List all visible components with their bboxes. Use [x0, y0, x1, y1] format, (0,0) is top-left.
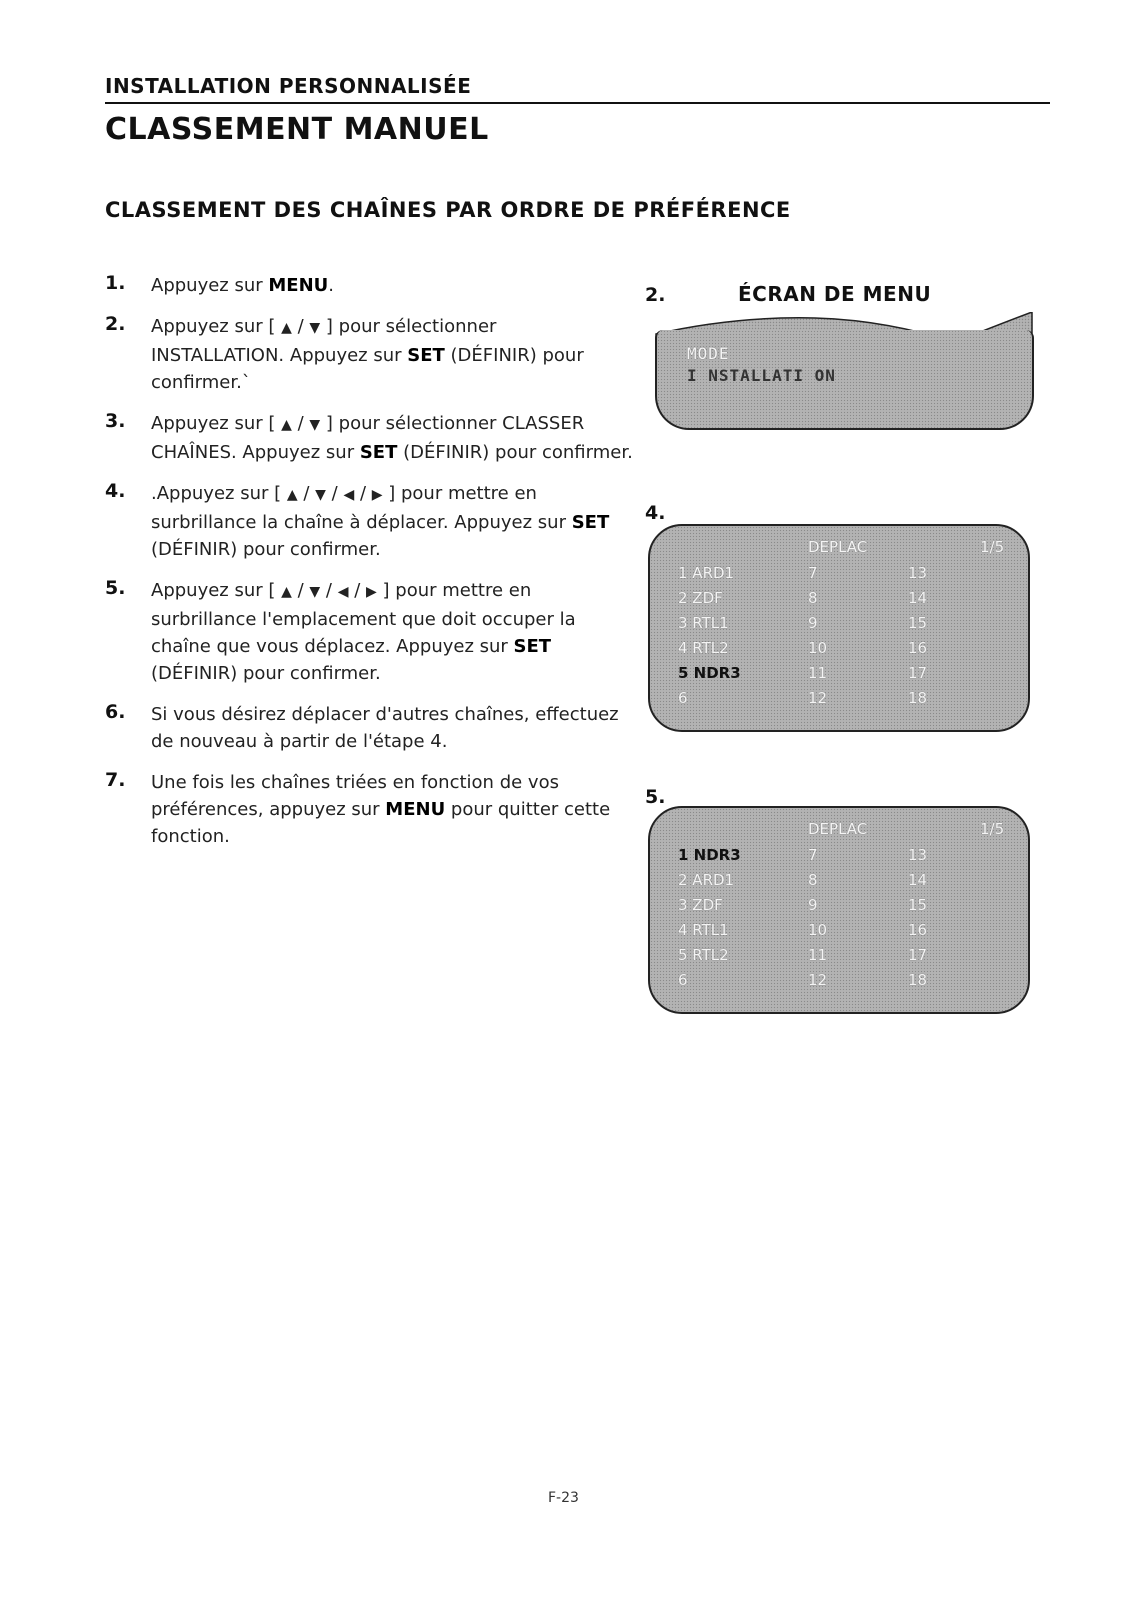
channel-slot: 7: [808, 846, 818, 864]
channel-slot: 15: [908, 614, 928, 632]
figure-label-2: 2.: [645, 284, 666, 306]
step-text-part: /: [354, 483, 372, 504]
channel-slot: 1 NDR3: [678, 846, 741, 864]
arrow-key-icon: ▲: [281, 417, 292, 433]
figure-label-5: 5.: [645, 786, 666, 808]
channel-slot: 10: [808, 639, 828, 657]
channel-slot: 14: [908, 871, 928, 889]
channel-slot: 5 RTL2: [678, 946, 729, 964]
key-name: SET: [407, 345, 445, 366]
channel-slot: 18: [908, 971, 928, 989]
deplac-screen-step4: [648, 524, 1030, 732]
channel-slot: 12: [808, 971, 828, 989]
channel-slot: 13: [908, 564, 928, 582]
arrow-key-icon: ◀: [343, 487, 355, 503]
channel-slot: 9: [808, 896, 818, 914]
step-item: [105, 313, 635, 396]
arrow-key-icon: ▲: [286, 487, 298, 503]
step-text-part: /: [325, 483, 344, 504]
channel-slot: 4 RTL1: [678, 921, 729, 939]
menu-line-mode: MODE: [687, 344, 730, 363]
step-item: [105, 577, 635, 687]
figure-title-menu: ÉCRAN DE MENU: [738, 282, 932, 306]
key-name: SET: [359, 442, 398, 463]
channel-slot: 17: [908, 664, 928, 682]
channel-slot: 9: [808, 614, 818, 632]
arrow-key-icon: ▶: [371, 487, 383, 503]
channel-slot: 8: [808, 871, 818, 889]
channel-slot: 18: [908, 689, 928, 707]
channel-slot: 13: [908, 846, 928, 864]
page-indicator: 1/5: [980, 820, 1005, 838]
step-text-part: /: [297, 483, 316, 504]
channel-slot: 11: [808, 664, 828, 682]
step-item: [105, 410, 635, 466]
arrow-key-icon: ▲: [281, 320, 292, 336]
channel-slot: 2 ARD1: [678, 871, 735, 889]
arrow-key-icon: ▼: [309, 320, 321, 336]
step-text: [151, 480, 635, 563]
channel-slot: 10: [808, 921, 828, 939]
step-number: 5.: [105, 577, 126, 599]
step-item: [105, 701, 635, 755]
step-text-part: .: [328, 275, 335, 296]
step-text-part: Appuyez sur [: [151, 580, 282, 601]
step-item: [105, 769, 635, 850]
arrow-key-icon: ▶: [366, 584, 377, 600]
arrow-key-icon: ▼: [309, 417, 321, 433]
step-text-part: Appuyez sur [: [151, 316, 282, 337]
step-number: 4.: [105, 480, 126, 502]
step-text-part: /: [291, 316, 310, 337]
channel-slot: 3 RTL1: [678, 614, 729, 632]
section-title: CLASSEMENT DES CHAÎNES PAR ORDRE DE PRÉFÉRENCE: [105, 198, 791, 222]
step-text-part: /: [348, 580, 367, 601]
key-name: MENU: [268, 275, 329, 296]
channel-slot: 16: [908, 639, 928, 657]
channel-slot: 6: [678, 971, 688, 989]
step-text-part: (DÉFINIR) pour confirmer.: [151, 663, 381, 684]
arrow-key-icon: ◀: [337, 584, 349, 600]
step-text-part: pour quitter cette fonction.: [151, 799, 611, 847]
channel-slot: 3 ZDF: [678, 896, 723, 914]
channel-slot: 12: [808, 689, 828, 707]
page-title: CLASSEMENT MANUEL: [105, 112, 489, 147]
arrow-key-icon: ▼: [315, 487, 326, 503]
menu-screen: [655, 330, 1034, 430]
step-text: [151, 272, 334, 299]
section-header: INSTALLATION PERSONNALISÉE: [105, 74, 472, 98]
channel-slot: 11: [808, 946, 828, 964]
page-indicator: 1/5: [980, 538, 1005, 556]
key-name: MENU: [385, 799, 446, 820]
step-number: 7.: [105, 769, 126, 791]
channel-slot: 5 NDR3: [678, 664, 741, 682]
channel-slot: 15: [908, 896, 928, 914]
step-item: [105, 480, 635, 563]
step-text-part: Appuyez sur [: [151, 413, 282, 434]
step-text-part: ] pour mettre en surbrillance l'emplacement que doit occuper la chaîne que vous déplacez. Appuyez sur: [151, 580, 576, 657]
channel-slot: 17: [908, 946, 928, 964]
step-text-part: ] pour sélectionner INSTALLATION. Appuyez sur: [151, 316, 497, 366]
menu-line-installation: I NSTALLATI ON: [687, 366, 836, 385]
step-text-part: ] pour sélectionner CLASSER CHAÎNES. Appuyez sur: [151, 413, 585, 463]
step-text-part: /: [320, 580, 338, 601]
channel-slot: 7: [808, 564, 818, 582]
step-text-part: ] pour mettre en surbrillance la chaîne à déplacer. Appuyez sur: [151, 483, 572, 533]
figure-label-4: 4.: [645, 502, 666, 524]
channel-slot: 14: [908, 589, 928, 607]
deplac-header: DEPLAC: [808, 820, 868, 838]
arrow-key-icon: ▼: [309, 584, 321, 600]
page-number: F-23: [548, 1490, 579, 1506]
header-rule: [105, 102, 1050, 104]
step-number: 1.: [105, 272, 126, 294]
deplac-screen-step5: [648, 806, 1030, 1014]
step-text: [151, 769, 635, 850]
channel-slot: 2 ZDF: [678, 589, 723, 607]
step-text: [151, 701, 635, 755]
step-text-part: /: [291, 580, 310, 601]
channel-slot: 1 ARD1: [678, 564, 735, 582]
step-number: 6.: [105, 701, 126, 723]
step-text-part: Appuyez sur: [151, 275, 269, 296]
channel-slot: 8: [808, 589, 818, 607]
key-name: SET: [571, 512, 610, 533]
step-number: 3.: [105, 410, 126, 432]
step-text: [151, 577, 635, 687]
step-text: [151, 410, 635, 466]
step-text: [151, 313, 635, 396]
arrow-key-icon: ▲: [281, 584, 292, 600]
step-text-part: (DÉFINIR) pour confirmer.: [397, 442, 633, 463]
channel-slot: 16: [908, 921, 928, 939]
step-text-part: (DÉFINIR) pour confirmer.: [151, 539, 381, 560]
step-number: 2.: [105, 313, 126, 335]
step-text-part: .Appuyez sur [: [151, 483, 287, 504]
channel-slot: 4 RTL2: [678, 639, 729, 657]
deplac-header: DEPLAC: [808, 538, 868, 556]
key-name: SET: [513, 636, 552, 657]
step-text-part: (DÉFINIR) pour confirmer.`: [151, 345, 584, 393]
channel-slot: 6: [678, 689, 688, 707]
steps-list: [105, 272, 635, 864]
step-text-part: Une fois les chaînes triées en fonction de vos préférences, appuyez sur: [151, 772, 559, 820]
step-text-part: /: [291, 413, 310, 434]
step-text-part: Si vous désirez déplacer d'autres chaînes, effectuez de nouveau à partir de l'étape 4.: [151, 704, 619, 752]
step-item: [105, 272, 635, 299]
